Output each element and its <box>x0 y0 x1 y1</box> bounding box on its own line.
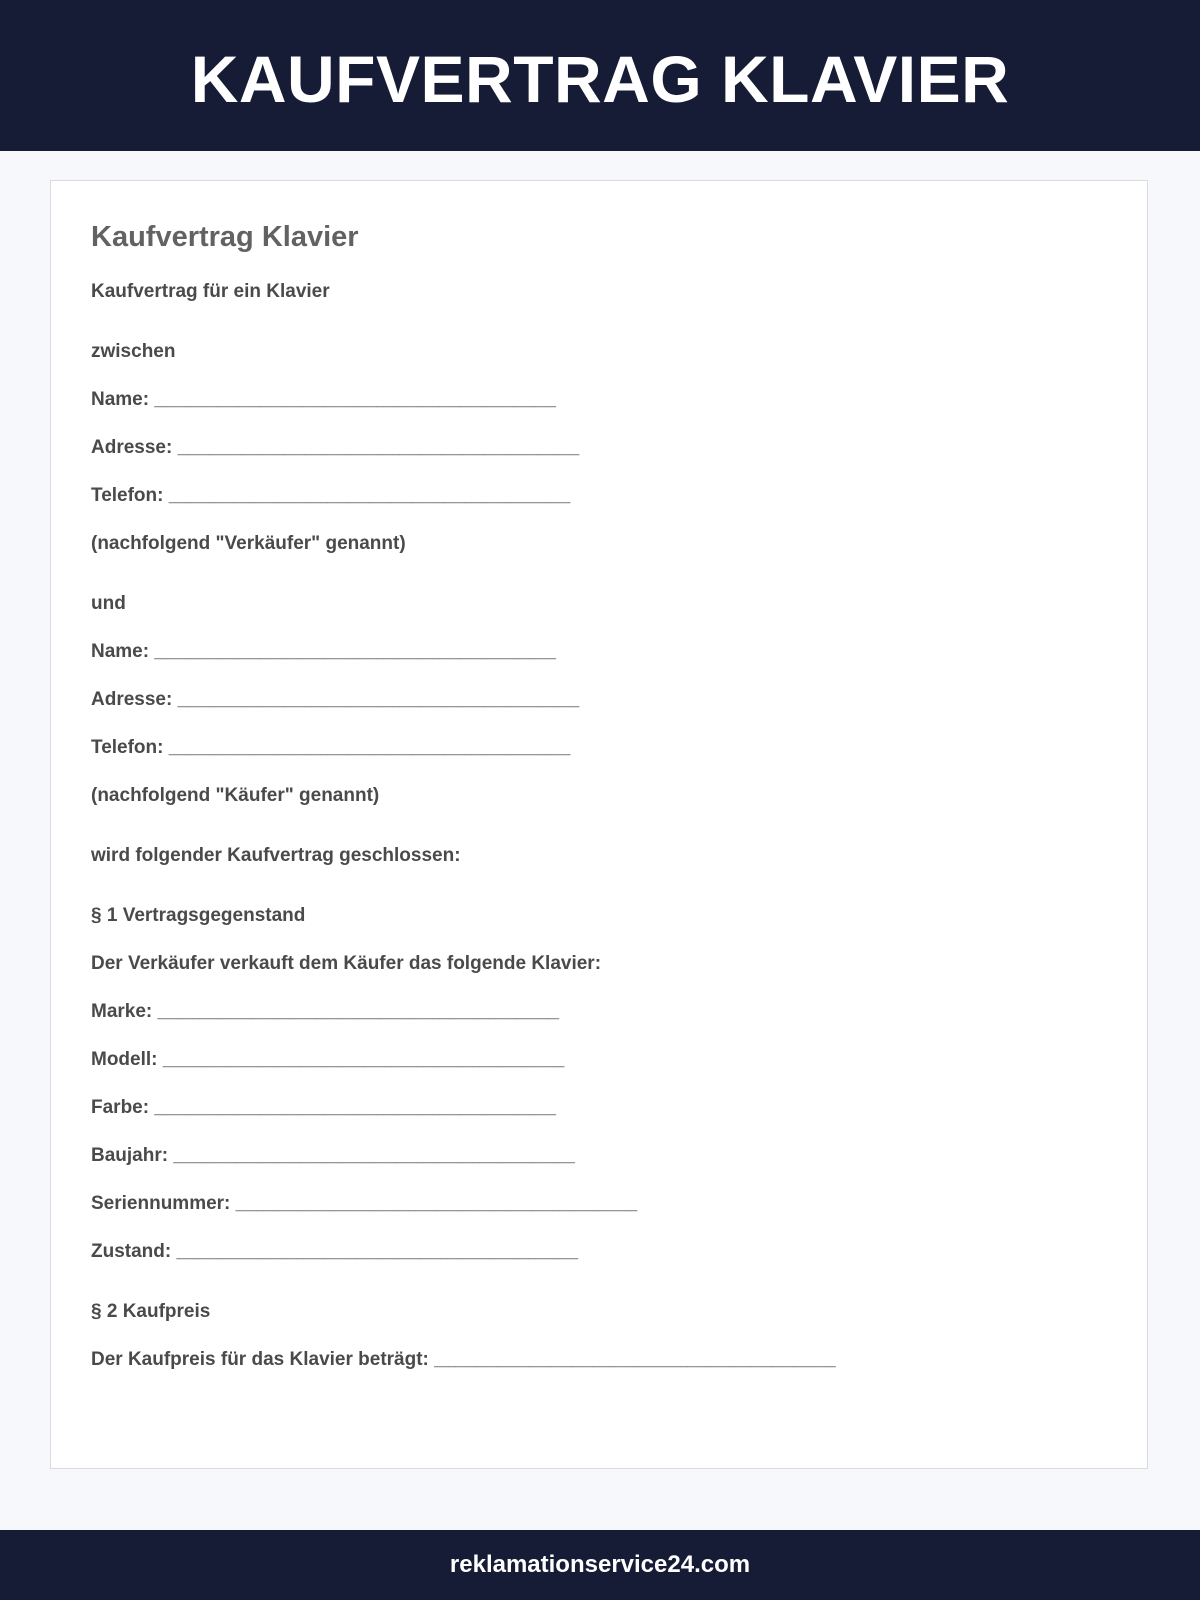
piano-color-blank[interactable]: ______________________________________ <box>154 1097 556 1118</box>
seller-name-label: Name: <box>91 389 150 410</box>
buyer-address-blank[interactable]: ______________________________________ <box>177 689 580 710</box>
piano-model-blank[interactable]: ______________________________________ <box>162 1049 565 1070</box>
piano-model-field[interactable] <box>91 1049 564 1071</box>
and-text: und <box>91 593 126 614</box>
piano-color-field[interactable] <box>91 1097 556 1119</box>
document-title: Kaufvertrag Klavier <box>91 221 359 253</box>
piano-brand-label: Marke: <box>91 1001 153 1022</box>
piano-color-label: Farbe: <box>91 1097 150 1118</box>
piano-condition-field[interactable] <box>91 1241 578 1263</box>
buyer-phone-label: Telefon: <box>91 737 164 758</box>
piano-serial-field[interactable] <box>91 1193 637 1215</box>
piano-serial-blank[interactable]: ______________________________________ <box>235 1193 638 1214</box>
buyer-role-note: (nachfolgend "Käufer" genannt) <box>91 785 380 806</box>
footer-site-link[interactable]: reklamationservice24.com <box>449 1551 751 1578</box>
buyer-address-field[interactable] <box>91 689 579 711</box>
seller-address-field[interactable] <box>91 437 579 459</box>
price-field[interactable] <box>91 1349 836 1371</box>
seller-address-label: Adresse: <box>91 437 173 458</box>
seller-phone-field[interactable] <box>91 485 570 507</box>
piano-serial-label: Seriennummer: <box>91 1193 231 1214</box>
buyer-phone-field[interactable] <box>91 737 570 759</box>
piano-year-blank[interactable]: ______________________________________ <box>173 1145 575 1166</box>
page-header <box>0 0 1200 151</box>
buyer-name-blank[interactable]: ______________________________________ <box>154 641 556 662</box>
piano-year-label: Baujahr: <box>91 1145 169 1166</box>
header-title: KAUFVERTRAG KLAVIER <box>190 41 1010 116</box>
seller-name-blank[interactable]: ______________________________________ <box>154 389 556 410</box>
price-blank[interactable]: ______________________________________ <box>434 1349 836 1370</box>
contract-intro: wird folgender Kaufvertrag geschlossen: <box>91 845 461 866</box>
buyer-name-label: Name: <box>91 641 150 662</box>
piano-brand-blank[interactable]: ______________________________________ <box>157 1001 560 1022</box>
piano-model-label: Modell: <box>91 1049 158 1070</box>
buyer-address-label: Adresse: <box>91 689 173 710</box>
piano-year-field[interactable] <box>91 1145 575 1167</box>
piano-brand-field[interactable] <box>91 1001 559 1023</box>
seller-phone-blank[interactable]: ______________________________________ <box>168 485 571 506</box>
buyer-name-field[interactable] <box>91 641 556 663</box>
seller-phone-label: Telefon: <box>91 485 164 506</box>
piano-condition-blank[interactable]: ______________________________________ <box>176 1241 579 1262</box>
section1-intro: Der Verkäufer verkauft dem Käufer das folgende Klavier: <box>91 953 602 974</box>
section1-heading: § 1 Vertragsgegenstand <box>91 905 306 926</box>
section2-heading: § 2 Kaufpreis <box>91 1301 211 1322</box>
price-label: Der Kaufpreis für das Klavier beträgt: <box>91 1349 429 1370</box>
page-footer <box>0 1530 1200 1600</box>
between-text: zwischen <box>91 341 176 362</box>
document-card <box>50 180 1148 1469</box>
seller-address-blank[interactable]: ______________________________________ <box>177 437 580 458</box>
seller-name-field[interactable] <box>91 389 556 411</box>
piano-condition-label: Zustand: <box>91 1241 172 1262</box>
buyer-phone-blank[interactable]: ______________________________________ <box>168 737 571 758</box>
document-subtitle: Kaufvertrag für ein Klavier <box>91 281 330 302</box>
seller-role-note: (nachfolgend "Verkäufer" genannt) <box>91 533 406 554</box>
